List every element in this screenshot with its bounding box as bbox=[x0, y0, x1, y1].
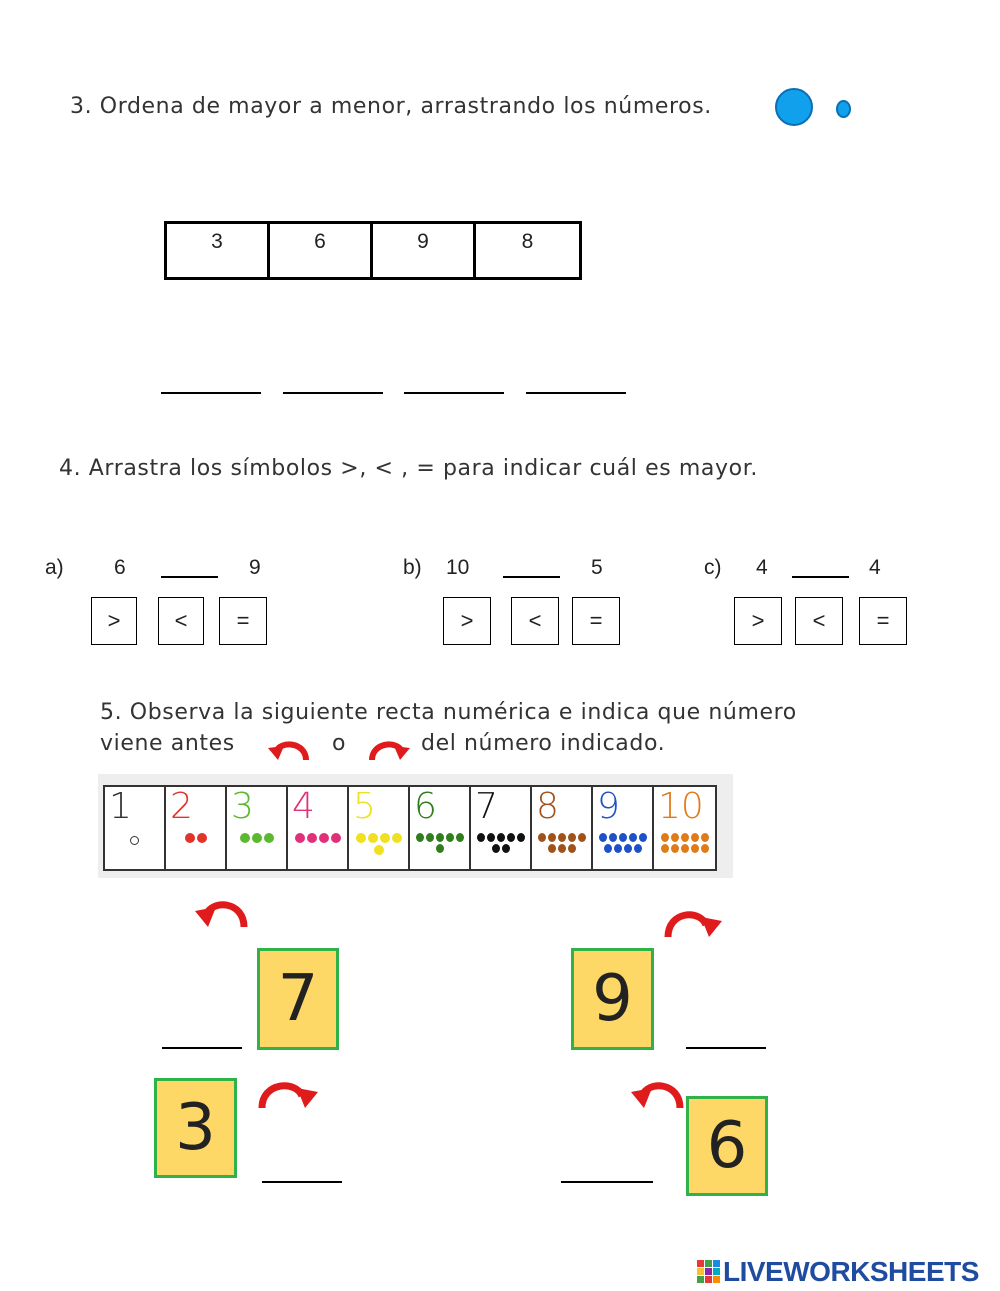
counting-dot bbox=[691, 844, 699, 853]
number-line-dots bbox=[534, 833, 589, 853]
number-line-digit: 3 bbox=[231, 786, 254, 827]
answer-blank-before-6[interactable] bbox=[561, 1181, 653, 1183]
number-line-dots bbox=[412, 833, 467, 853]
number-line-cell bbox=[349, 787, 410, 869]
equals-button[interactable]: = bbox=[572, 597, 620, 645]
counting-dot bbox=[392, 833, 402, 843]
number-line-image bbox=[98, 774, 733, 878]
counting-dot bbox=[634, 844, 642, 853]
counting-dot bbox=[671, 844, 679, 853]
counting-dot bbox=[492, 844, 500, 853]
answer-blank-4[interactable] bbox=[526, 392, 626, 394]
item-b-label: b) bbox=[403, 556, 422, 579]
counting-dot bbox=[197, 833, 207, 843]
number-line-cell bbox=[105, 787, 166, 869]
number-line-dots bbox=[656, 833, 713, 853]
number-card-6: 6 bbox=[686, 1096, 768, 1196]
counting-dot bbox=[374, 845, 384, 855]
number-tile[interactable]: 9 bbox=[373, 224, 476, 277]
number-line-dots bbox=[473, 833, 528, 853]
counting-dot bbox=[671, 833, 679, 842]
item-a-label: a) bbox=[45, 556, 64, 579]
answer-blank-3[interactable] bbox=[404, 392, 504, 394]
answer-blank-1[interactable] bbox=[161, 392, 261, 394]
number-line-digit: 6 bbox=[414, 786, 437, 827]
counting-dot bbox=[319, 833, 329, 843]
counting-dot bbox=[681, 844, 689, 853]
large-circle-icon[interactable] bbox=[775, 88, 813, 126]
greater-than-button[interactable]: > bbox=[734, 597, 782, 645]
counting-dot bbox=[426, 833, 434, 842]
less-than-button[interactable]: < bbox=[158, 597, 204, 645]
counting-dot bbox=[295, 833, 305, 843]
counting-dot bbox=[380, 833, 390, 843]
question-5-prompt-after: del número indicado. bbox=[421, 731, 666, 756]
counting-dot bbox=[681, 833, 689, 842]
counting-dot bbox=[568, 833, 576, 842]
counting-dot bbox=[548, 833, 556, 842]
equals-button[interactable]: = bbox=[219, 597, 267, 645]
greater-than-button[interactable]: > bbox=[443, 597, 491, 645]
number-card-9: 9 bbox=[571, 948, 654, 1050]
answer-blank-2[interactable] bbox=[283, 392, 383, 394]
arrow-after-icon bbox=[368, 738, 412, 762]
number-line-digit: 10 bbox=[658, 786, 704, 827]
counting-dot bbox=[599, 833, 607, 842]
number-line-dots bbox=[107, 833, 162, 845]
counting-dot bbox=[548, 844, 556, 853]
number-line-dots bbox=[595, 833, 650, 853]
number-line-digit: 1 bbox=[109, 786, 132, 827]
counting-dot bbox=[691, 833, 699, 842]
number-line-cell bbox=[471, 787, 532, 869]
counting-dot bbox=[661, 844, 669, 853]
number-line-digit: 4 bbox=[292, 786, 315, 827]
item-b-right-number: 5 bbox=[591, 556, 603, 579]
answer-blank-after-9[interactable] bbox=[686, 1047, 766, 1049]
greater-than-button[interactable]: > bbox=[91, 597, 137, 645]
counting-dot bbox=[701, 833, 709, 842]
arrow-before-icon bbox=[192, 895, 250, 929]
number-tile[interactable]: 8 bbox=[521, 230, 534, 253]
arrow-before-icon bbox=[266, 738, 310, 762]
less-than-button[interactable]: < bbox=[511, 597, 559, 645]
number-line-cell bbox=[410, 787, 471, 869]
counting-dot bbox=[487, 833, 495, 842]
counting-dot bbox=[356, 833, 366, 843]
counting-dot bbox=[456, 833, 464, 842]
number-tile[interactable]: 6 bbox=[270, 224, 373, 277]
counting-dot bbox=[568, 844, 576, 853]
counting-dot bbox=[497, 833, 505, 842]
counting-dot bbox=[578, 833, 586, 842]
counting-dot bbox=[185, 833, 195, 843]
number-line-dots bbox=[229, 833, 284, 843]
arrow-after-icon bbox=[662, 905, 726, 939]
question-5-prompt-line1: 5. Observa la siguiente recta numérica e indica que número bbox=[100, 700, 797, 725]
item-b-left-number: 10 bbox=[446, 556, 470, 579]
counting-dot bbox=[507, 833, 515, 842]
counting-dot bbox=[331, 833, 341, 843]
arrow-before-icon bbox=[628, 1076, 686, 1110]
counting-dot bbox=[558, 844, 566, 853]
counting-dot bbox=[436, 844, 444, 853]
number-line-digit: 7 bbox=[475, 786, 498, 827]
counting-dot bbox=[609, 833, 617, 842]
counting-dot bbox=[604, 844, 612, 853]
number-line-cell bbox=[593, 787, 654, 869]
answer-blank-after-3[interactable] bbox=[262, 1181, 342, 1183]
question-3-prompt: 3. Ordena de mayor a menor, arrastrando los números. bbox=[70, 94, 712, 119]
equals-button[interactable]: = bbox=[859, 597, 907, 645]
number-line-digit: 5 bbox=[353, 786, 376, 827]
counting-dot bbox=[477, 833, 485, 842]
small-circle-icon[interactable] bbox=[836, 100, 851, 118]
number-line-digit: 9 bbox=[597, 786, 620, 827]
liveworksheets-logo bbox=[697, 1256, 979, 1288]
number-line-digit: 8 bbox=[536, 786, 559, 827]
number-line-dots bbox=[168, 833, 223, 843]
less-than-button[interactable]: < bbox=[795, 597, 843, 645]
counting-dot bbox=[558, 833, 566, 842]
item-a-left-number: 6 bbox=[114, 556, 126, 579]
number-line-digit: 2 bbox=[170, 786, 193, 827]
counting-dot bbox=[130, 836, 139, 845]
counting-dot bbox=[614, 844, 622, 853]
counting-dot bbox=[639, 833, 647, 842]
counting-dot bbox=[307, 833, 317, 843]
answer-blank-before-7[interactable] bbox=[162, 1047, 242, 1049]
counting-dot bbox=[619, 833, 627, 842]
counting-dot bbox=[264, 833, 274, 843]
item-c-right-number: 4 bbox=[869, 556, 881, 579]
number-line-cell bbox=[654, 787, 715, 869]
number-line-dots bbox=[351, 833, 406, 855]
question-5-prompt-or: o bbox=[332, 731, 347, 756]
counting-dot bbox=[446, 833, 454, 842]
counting-dot bbox=[502, 844, 510, 853]
number-line-cell bbox=[166, 787, 227, 869]
counting-dot bbox=[368, 833, 378, 843]
counting-dot bbox=[240, 833, 250, 843]
number-tile[interactable]: 3 bbox=[167, 224, 270, 277]
counting-dot bbox=[701, 844, 709, 853]
counting-dot bbox=[624, 844, 632, 853]
number-line-cell bbox=[227, 787, 288, 869]
counting-dot bbox=[252, 833, 262, 843]
question-4-prompt: 4. Arrastra los símbolos >, < , = para indicar cuál es mayor. bbox=[59, 456, 758, 481]
arrow-after-icon bbox=[256, 1076, 322, 1110]
item-c-blank[interactable] bbox=[792, 576, 849, 578]
number-line-cell bbox=[532, 787, 593, 869]
item-a-blank[interactable] bbox=[161, 576, 218, 578]
counting-dot bbox=[538, 833, 546, 842]
counting-dot bbox=[629, 833, 637, 842]
counting-dot bbox=[416, 833, 424, 842]
number-line-cell bbox=[288, 787, 349, 869]
number-line-dots bbox=[290, 833, 345, 843]
brand-name: LIVEWORKSHEETS bbox=[723, 1256, 979, 1287]
item-c-label: c) bbox=[704, 556, 722, 579]
number-tiles-row bbox=[164, 221, 582, 280]
question-5-prompt-before: viene antes bbox=[100, 731, 235, 756]
item-c-left-number: 4 bbox=[756, 556, 768, 579]
item-a-right-number: 9 bbox=[249, 556, 261, 579]
item-b-blank[interactable] bbox=[503, 576, 560, 578]
number-line bbox=[103, 785, 717, 871]
logo-blocks-icon bbox=[697, 1258, 723, 1286]
number-card-7: 7 bbox=[257, 948, 339, 1050]
counting-dot bbox=[517, 833, 525, 842]
counting-dot bbox=[436, 833, 444, 842]
number-card-3: 3 bbox=[154, 1078, 237, 1178]
counting-dot bbox=[661, 833, 669, 842]
